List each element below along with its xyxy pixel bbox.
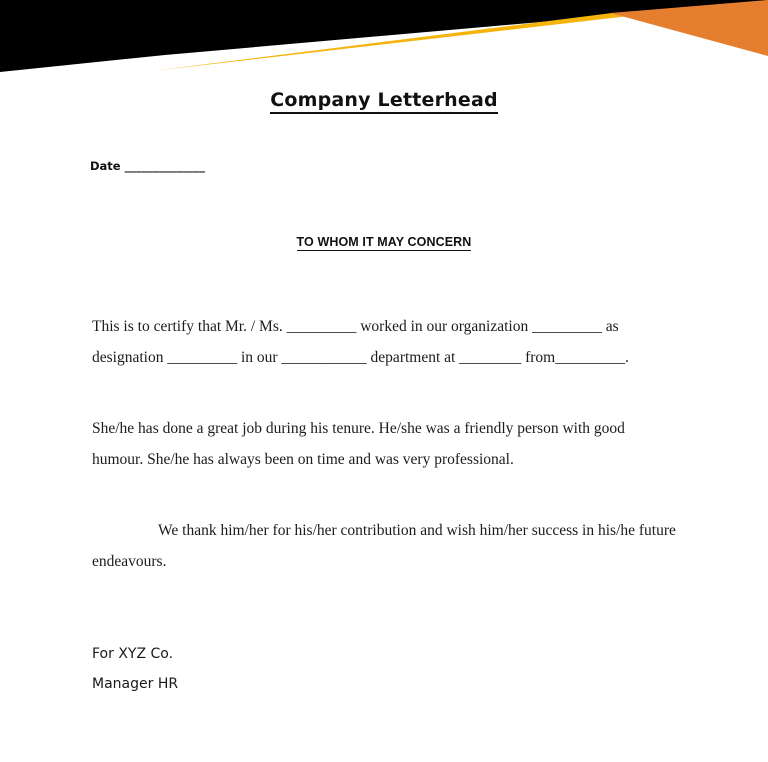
salutation-text: TO WHOM IT MAY CONCERN xyxy=(296,235,472,249)
salutation-heading xyxy=(0,173,768,249)
paragraph-certify: This is to certify that Mr. / Ms. _________ worked in our organization _________ as designation _________ in our ___________ department at ________ from_________. xyxy=(92,318,629,366)
letter-body xyxy=(0,249,768,577)
paragraph-thanks xyxy=(92,475,676,577)
banner-graphic xyxy=(0,0,768,80)
paragraph-thanks-text: We thank him/her for his/her contribution and wish him/her success in his/he future endeavours. xyxy=(92,522,676,570)
paragraph-praise: She/he has done a great job during his tenure. He/she was a friendly person with good humour. She/he has always been on time and was very professional. xyxy=(92,420,625,468)
signoff-designation: Manager HR xyxy=(92,676,179,692)
signoff-block xyxy=(0,577,768,699)
date-field-label: Date ______________ xyxy=(90,159,206,173)
letter-document xyxy=(0,80,768,699)
page-title-text: Company Letterhead xyxy=(270,89,498,114)
page-title xyxy=(0,80,768,111)
signoff-company: For XYZ Co. xyxy=(92,646,174,662)
letterhead-banner xyxy=(0,0,768,80)
